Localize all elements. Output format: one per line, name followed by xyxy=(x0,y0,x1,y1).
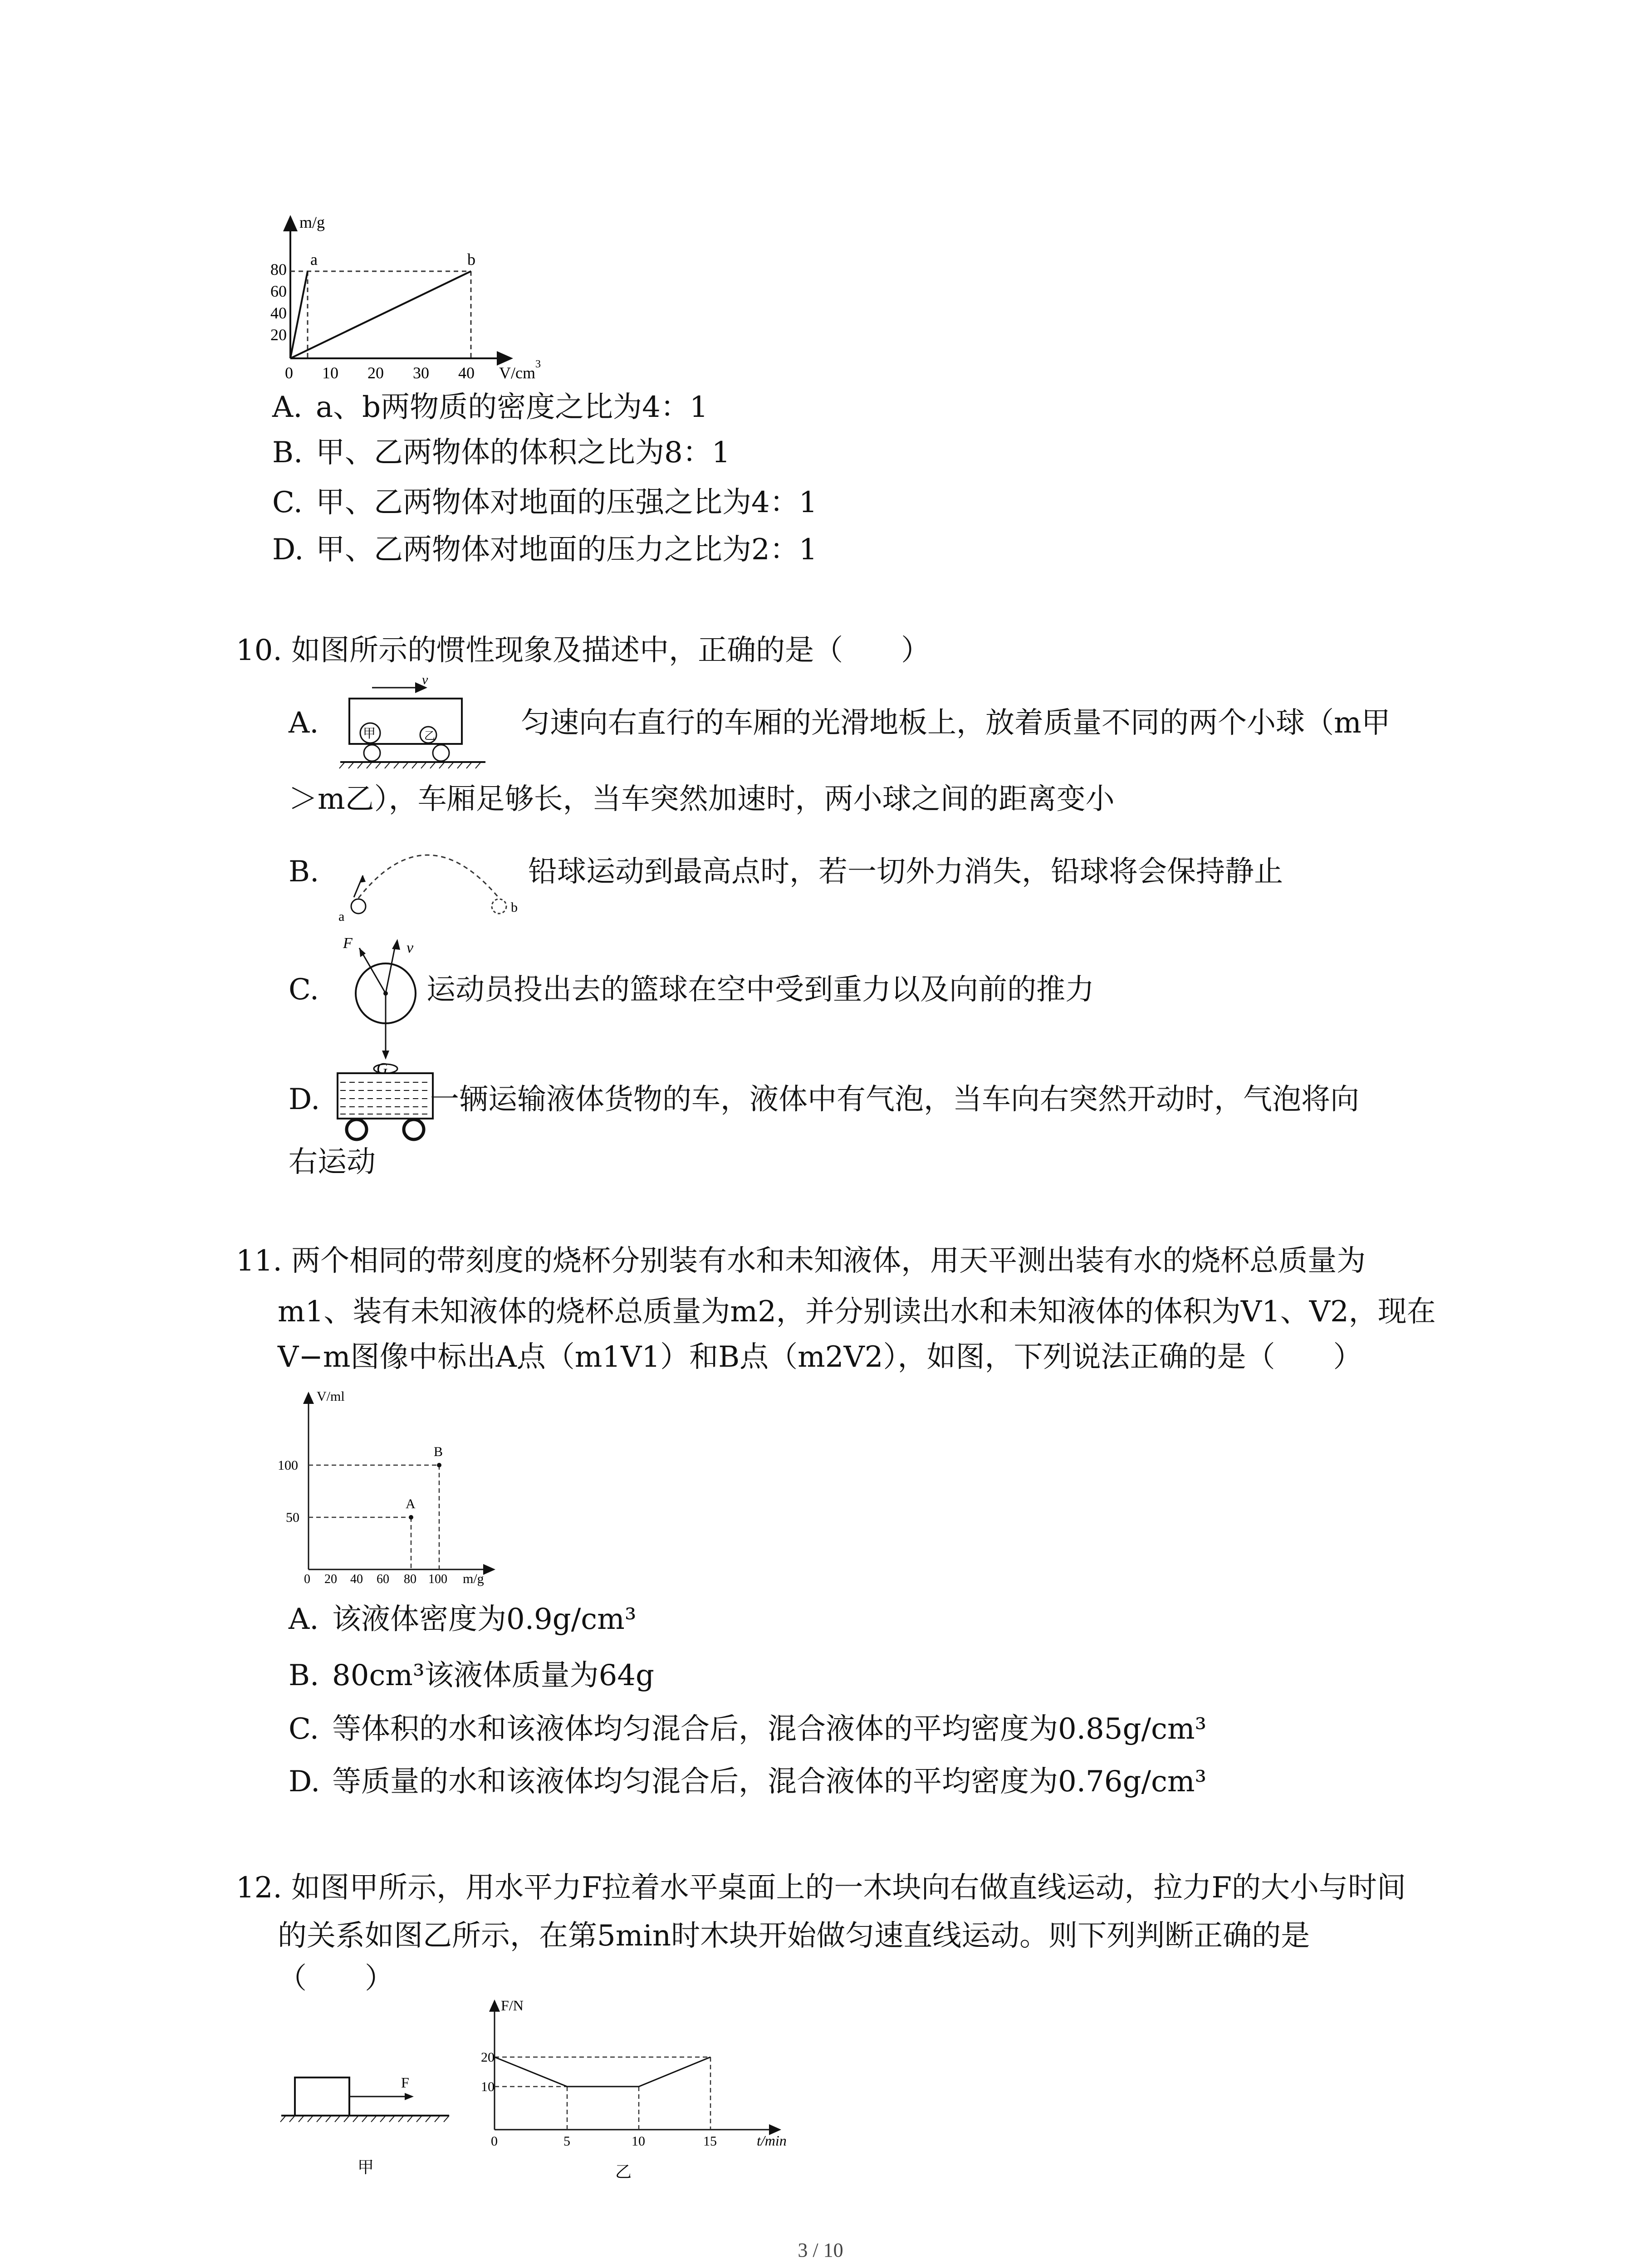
x-tick: 0 xyxy=(285,364,293,382)
figure-caption-jia: 甲 xyxy=(358,2158,374,2176)
y-tick: 10 xyxy=(481,2079,495,2094)
force-f-label: F xyxy=(401,2074,409,2091)
option-text: 甲、乙两物体对地面的压力之比为2：1 xyxy=(316,533,818,567)
q9-option-b xyxy=(272,434,730,472)
y-tick: 100 xyxy=(278,1458,298,1473)
point-b-label: B xyxy=(434,1444,443,1459)
point-b-label: b xyxy=(467,250,475,269)
x-tick: 10 xyxy=(322,364,338,382)
q12-line3: （ ） xyxy=(278,1962,394,1995)
q9-option-a xyxy=(272,388,708,426)
option-text: 80cm³该液体质量为64g xyxy=(332,1659,655,1692)
q12-block-figure xyxy=(272,2059,463,2186)
q10-option-b-text: 铅球运动到最高点时，若一切外力消失，铅球将会保持静止 xyxy=(528,855,1283,889)
option-label: C. xyxy=(272,486,303,519)
q11-vm-graph xyxy=(272,1388,526,1588)
x-tick: 30 xyxy=(413,364,429,382)
point-a-label: A xyxy=(406,1496,416,1511)
option-text: 该液体密度为0.9g/cm³ xyxy=(332,1603,637,1636)
y-tick: 40 xyxy=(270,304,287,322)
option-text: a、b两物质的密度之比为4：1 xyxy=(316,391,708,424)
option-label: D. xyxy=(289,1765,320,1799)
point-a-label: a xyxy=(338,909,345,924)
q11-line1: 11. 两个相同的带刻度的烧杯分别装有水和未知液体，用天平测出装有水的烧杯总质量为 xyxy=(236,1244,1366,1278)
q10-option-c-label: C. xyxy=(289,973,319,1007)
x-tick: 60 xyxy=(377,1572,389,1586)
q12-ft-graph xyxy=(481,1996,817,2191)
q10-option-c-text: 运动员投出去的篮球在空中受到重力以及向前的推力 xyxy=(426,973,1094,1007)
option-text: 等质量的水和该液体均匀混合后，混合液体的平均密度为0.76g/cm³ xyxy=(332,1765,1207,1799)
y-tick: 50 xyxy=(286,1510,299,1525)
gravity-g-label: G xyxy=(377,1060,388,1075)
x-tick: 80 xyxy=(404,1572,416,1586)
option-label: A. xyxy=(289,1603,319,1636)
velocity-label: v xyxy=(422,672,428,687)
q10-option-b-label: B. xyxy=(289,855,319,889)
q10-c-basketball-figure xyxy=(327,925,436,1075)
y-axis-label: V/ml xyxy=(317,1389,345,1404)
q9-option-c xyxy=(272,484,817,522)
option-text: 等体积的水和该液体均匀混合后，混合液体的平均密度为0.85g/cm³ xyxy=(332,1712,1207,1746)
x-tick: 5 xyxy=(563,2134,570,2149)
x-axis-label: V/cm xyxy=(499,364,535,382)
x-tick: 10 xyxy=(632,2134,645,2149)
velocity-label: v xyxy=(407,939,414,956)
q11-line3: V−m图像中标出A点（m1V1）和B点（m2V2），如图，下列说法正确的是（ ） xyxy=(278,1340,1362,1374)
q11-option-d xyxy=(289,1763,1206,1801)
point-a-label: a xyxy=(310,250,318,269)
x-tick: 100 xyxy=(428,1572,447,1586)
ball-yi-label: 乙 xyxy=(424,730,435,742)
q12-line1: 12. 如图甲所示，用水平力F拉着水平桌面上的一木块向右做直线运动，拉力F的大小与时间 xyxy=(236,1871,1406,1905)
q10-option-a-text2: ＞m乙），车厢足够长，当车突然加速时，两小球之间的距离变小 xyxy=(289,782,1115,816)
q10-option-d-label: D. xyxy=(289,1083,320,1116)
x-axis-label-sup: 3 xyxy=(535,358,541,370)
q11-option-c xyxy=(289,1710,1206,1748)
y-tick: 20 xyxy=(481,2050,495,2065)
x-tick: 40 xyxy=(458,364,475,382)
q10-d-liquid-truck-figure xyxy=(331,1057,436,1143)
ball-jia-label: 甲 xyxy=(363,727,376,741)
x-tick: 20 xyxy=(324,1572,337,1586)
q10-title: 10. 如图所示的惯性现象及描述中，正确的是（ ） xyxy=(236,634,931,667)
option-label: C. xyxy=(289,1712,319,1746)
q11-option-b xyxy=(289,1657,654,1695)
force-f-label: F xyxy=(343,935,353,952)
option-text: 甲、乙两物体的体积之比为8：1 xyxy=(316,436,730,469)
x-tick: 20 xyxy=(367,364,384,382)
q9-option-d xyxy=(272,531,817,569)
q10-option-a-text1: 匀速向右直行的车厢的光滑地板上，放着质量不同的两个小球（m甲 xyxy=(521,706,1391,740)
q10-a-train-figure xyxy=(336,671,508,776)
option-label: B. xyxy=(272,436,303,469)
q10-b-shotput-figure xyxy=(336,830,526,930)
y-tick: 80 xyxy=(270,260,287,279)
q10-option-d-text2: 右运动 xyxy=(289,1145,376,1179)
x-tick: 0 xyxy=(304,1572,310,1586)
q10-option-a-label: A. xyxy=(289,706,319,740)
y-tick: 60 xyxy=(270,282,287,300)
option-label: A. xyxy=(272,391,303,424)
option-label: B. xyxy=(289,1659,319,1692)
figure-caption-yi: 乙 xyxy=(615,2163,632,2181)
y-axis-label: m/g xyxy=(299,213,325,231)
q11-option-a xyxy=(289,1600,637,1638)
x-tick: 15 xyxy=(703,2134,717,2149)
page-number: 3 / 10 xyxy=(798,2239,843,2261)
option-text: 甲、乙两物体对地面的压强之比为4：1 xyxy=(316,486,818,519)
q12-line2: 的关系如图乙所示，在第5min时木块开始做匀速直线运动。则下列判断正确的是 xyxy=(278,1919,1310,1953)
y-axis-label: F/N xyxy=(501,1997,524,2014)
q10-option-d-text1: 一辆运输液体货物的车，液体中有气泡，当车向右突然开动时，气泡将向 xyxy=(430,1083,1359,1116)
option-label: D. xyxy=(272,533,304,567)
q11-line2: m1、装有未知液体的烧杯总质量为m2，并分别读出水和未知液体的体积为V1、V2，现在 xyxy=(278,1295,1436,1329)
x-axis-label: m/g xyxy=(463,1571,484,1586)
x-axis-label: t/min xyxy=(757,2132,787,2149)
y-tick: 20 xyxy=(270,326,287,344)
q9-mv-graph xyxy=(254,209,572,390)
x-tick: 0 xyxy=(491,2134,498,2149)
x-tick: 40 xyxy=(350,1572,363,1586)
point-b-label: b xyxy=(511,900,518,915)
